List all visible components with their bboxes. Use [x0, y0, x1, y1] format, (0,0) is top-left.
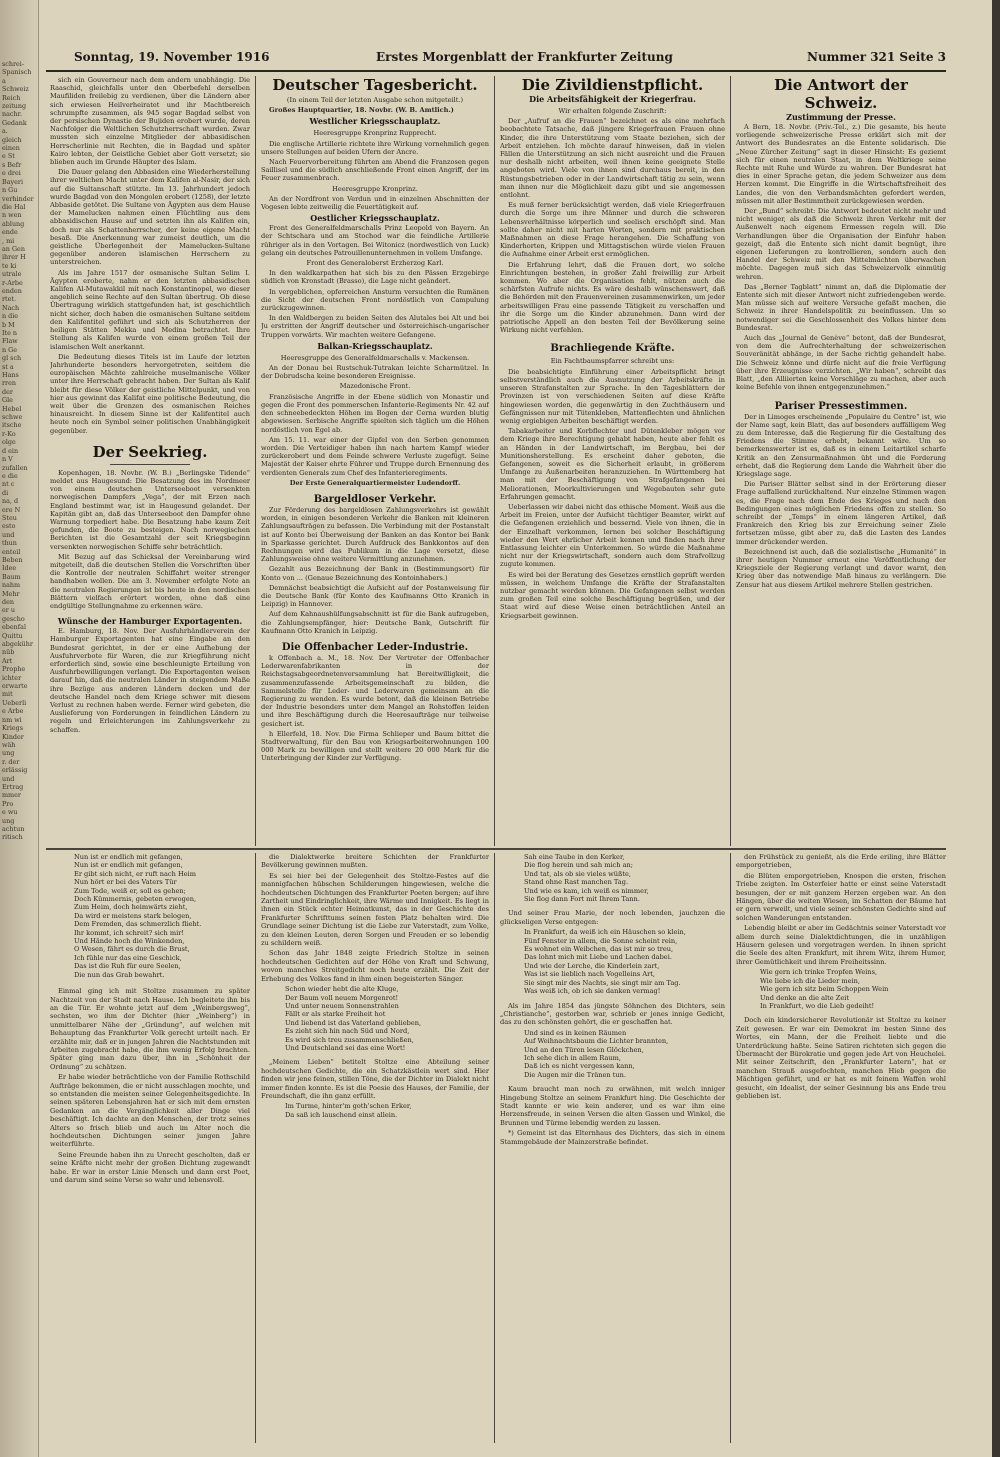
article-text: den Frühstück zu genießt, als die Erde eriling, ihre Blätter emporgetrieben,: [736, 853, 946, 870]
article-text: Doch ein kindersicherer Revolutionär ist Stoltze zu keiner Zeit gewesen. Er war ein Demokrat im besten Sinne des Wortes, ein Mann, der die Freiheit liebte und die Unterdrückung haßte. Seine Satiren richteten sich gegen die Übermacht der Bürokratie und gegen jede Art von Heuchelei. Mit seiner Zeitschrift, den „Frankfurter Latern“, hat er manchen Strauß ausgefochten, manchen Hieb gegen die Mächtigen geführt, und er hat es mit feinem Waffen wohl gesucht, ein Idealist, der seiner Gesinnung bis ans Ende treu geblieben ist.: [736, 1016, 946, 1100]
article-text: Die Dauer gelang den Abbasiden eine Wiederherstellung ihrer weltlichen Macht unter dem Kalifen al-Nasir, der sich auf die Sultanschaft stützte. Im 13. Jahrhundert jedoch wurde Bagdad von den Mongolen erobert (1258), der letzte Abbaside getötet. Die Sultane von Ägypten aus dem Hause der Mamelucken nahmen einen Flüchtling aus dem abbasidischen Hause auf und setzten ihn als Kalifen ein, doch nur als Schattenherrscher, der keine eigene Macht besaß. Die Anerkennung war zumeist deutlich, um die geistliche Überlegenheit der Mamelucken-Sultane gegenüber anderen islamischen Herrschern zu unterstreichen.: [50, 168, 250, 267]
feuilleton-col-3: [500, 853, 725, 1443]
column-3: [500, 76, 725, 846]
article-text: k Offenbach a. M., 18. Nov. Der Vertreter der Offenbacher Lederwarenfabrikanten in der Reichstagsabgeordnetenversammlung hat Bereitwilligkeit, die zusammenzufassende Arbeitsgemeinschaft zu bilden, die Sammelstelle für Leder- und Lederwaren gemeinsam an die Regierung zu wenden. Es wurde betont, daß die kleinen Betriebe der Industrie besonders unter dem Mangel an Rohstoffen leiden und ihre Beschäftigung durch die Heeresaufträge nur teilweise gesichert ist.: [261, 653, 489, 728]
heading-zivildienstpflicht: Die Zivildienstpflicht.: [521, 76, 704, 94]
article-text: In den Waldbergen zu beiden Seiten des Alutales bei Alt und bei Ju erstritten der Angriff deutscher und österreichisch-ungarischer Truppen vorwärts. Wir machten weitere Gefangene.: [261, 314, 489, 339]
heading-zustimmung: Zustimmung der Presse.: [786, 112, 896, 122]
article-text: Heeresgruppe des Generalfeldmarschalls v. Mackensen.: [280, 353, 470, 362]
article-text: Kaum braucht man noch zu erwähnen, mit welch inniger Hingebung Stoltze an seinem Frankfurt hing. Die Geschichte der Stadt kannte er wie kein anderer, und es war ihm eine Herzensfreude, in seinen Versen die alten Gassen und Winkel, die Brunnen und Türme lebendig werden zu lassen.: [500, 1085, 725, 1127]
article-text: Die Bedeutung dieses Titels ist im Laufe der letzten Jahrhunderte besonders hervorgetreten, seitdem die europäischen Mächte zahlreiche muselmanische Völker unter ihre Herrschaft gebracht haben. Der Sultan als Kalif bleibt für diese Völker der geistliche Mittelpunkt, und von hier aus gewinnt das Kalifat eine politische Bedeutung, die weit über die Grenzen des osmanischen Reiches hinausreicht. In diesem Sinne ist der Kalifentitel auch heute noch ein Symbol seiner politischen Unabhängigkeit gegenüber.: [50, 352, 250, 435]
article-text: die Dialektwerke breitere Schichten der Frankfurter Bevölkerung gewinnen mußten.: [261, 853, 489, 870]
article-text: Die englische Artillerie richtete ihre Wirkung vornehmlich gegen unsere Stellungen auf beiden Ufern der Ancre.: [261, 139, 489, 156]
tagesbericht-note: (In einem Teil der letzten Ausgabe schon mitgeteilt.): [286, 96, 464, 104]
left-margin-strip: [0, 0, 39, 1457]
page-edge-shadow: [992, 0, 1000, 1457]
article-text: Schon das Jahr 1848 zeigte Friedrich Stoltze in seinen hochdeutschen Gedichten auf der Höhe von Kraft und Schwung, wovon manches Streitgedicht noch heute erzählt. Die Zeit der Erhebung des Volkes fand in ihm einen begeisterten Sänger.: [261, 949, 489, 983]
article-text: Und seiner Frau Marie, der noch lebenden, jauchzen die glückseligen Verse entgegen:: [500, 909, 725, 926]
column-1: [50, 76, 250, 846]
article-text: In den waldkarpathen hat sich bis zu den Pässen Erzgebirge südlich von Kronstadt (Brasso), die Lage nicht geändert.: [261, 269, 489, 286]
article-text: Es sei hier bei der Gelegenheit des Stoltze-Festes auf die mannigfachen hübschen Schilderungen hingewiesen, welche die hochdeutschen Dichtungen des Frankfurter Poeten bergen; auf ihre Zartheit und Eindringlichkeit, ihre Wärme und Innigkeit. Es liegt in ihnen ein Stück echter Heimatkunst, das in der Geschichte des Frankfurter Schrifttums seinen festen Platz behalten wird. Die Grundlage seiner Dichtung ist die Liebe zur Vaterstadt, zum Volke, zu den kleinen Leuten, deren Sorgen und Freuden er so lebendig zu schildern weiß.: [261, 871, 489, 948]
article-text: Seine Freunde haben ihn zu Unrecht gescholten, daß er seine Kräfte nicht mehr der großen Dichtung zugewandt habe. Er war in erster Linie Mensch und dann erst Poet, und darum sind seine Verse so wahr und lebensvoll.: [50, 1150, 250, 1185]
feuilleton-col-2: [261, 853, 489, 1443]
heading-antwort-schweiz: Die Antwort der Schweiz.: [774, 76, 908, 112]
heading-wuensche: Wünsche der Hamburger Exportagenten.: [57, 616, 243, 627]
heading-bargeldloser-verkehr: Bargeldloser Verkehr.: [313, 493, 437, 505]
poem-text: Sah eine Taube in den Kerker, Die flog herein und sah mich an; Und tat, als ob sie vieles wüßte, Stand ohne Rast manchen Tag. Und wie es kam, ich weiß es nimmer, Sie flog dann Fort mit Ihrem Tann.: [500, 853, 725, 903]
article-text: Bezeichnend ist auch, daß die sozialistische „Humanité“ in ihrer heutigen Nummer erneut eine Veröffentlichung der Kriegsziele der Regierung verlangt und davor warnt, den Krieg über das notwendige Maß hinaus zu verlängern. Die Zensur hat aus diesem Artikel mehrere Stellen gestrichen.: [736, 547, 946, 589]
column-rule-1: [255, 76, 256, 846]
article-text: die Blüten emporgetrieben, Knospen die ersten, frischen Triebe zeigten. Im Osterfeier hatte er einst seine Vaterstadt besungen, der er mit ganzem Herzen ergeben war. An den Hängen, über die weiten Wiesen, im Schatten der Bäume hat er gern verweilt, und viele seiner schönsten Gedichte sind auf solchen Wanderungen entstanden.: [736, 871, 946, 922]
article-text: Nach Feuervorbereitung führten am Abend die Franzosen gegen Saillisel und die südlich anschließende Front einen Angriff, der im Feuer zusammenbrach.: [261, 158, 489, 183]
article-text: Die Pariser Blätter selbst sind in der Erörterung dieser Frage auffallend zurückhaltend. Nur einzelne Stimmen wagen es, die Frage nach dem Ende des Krieges und nach den Bedingungen eines möglichen Friedens offen zu stellen. So schreibt der „Temps“ in einem längeren Artikel, daß Frankreich den Krieg bis zur Erreichung seiner Ziele fortsetzen müsse, gibt aber zu, daß die Lasten des Landes immer drückender werden.: [736, 480, 946, 546]
heading-tagesbericht: Deutscher Tagesbericht.: [272, 76, 478, 94]
poem-line: Nun ist er endlich mit gefangen,: [74, 853, 183, 861]
article-text: Der „Aufruf an die Frauen“ bezeichnet es als eine mehrfach beobachtete Tatsache, daß jüngere Kriegerfrauen Frauen ohne Kinder, die ihre Unterstützung vom Staate beziehen, sich der Arbeit entziehen. Ich möchte darauf hinweisen, daß in vielen Fällen die Unterstützung an sich nicht ausreicht und die Frauen nur deshalb nicht arbeiten, weil ihnen keine geeignete Stelle angeboten wird. Viele von ihnen sind durchaus bereit, in den Rüstungsbetrieben oder in der Landwirtschaft tätig zu sein, wenn man ihnen nur die Möglichkeit dazu gibt und sie angemessen entlohnt.: [500, 117, 725, 200]
heading-heeresgruppe: Heeresgruppe Kronprinz Rupprecht.: [313, 129, 437, 138]
heading-arbeitsfaehigkeit: Die Arbeitsfähigkeit der Kriegerfrau.: [529, 94, 696, 104]
article-text: Front des Generalfeldmarschalls Prinz Leopold von Bayern. An der Schtschara und am Stochod war die feindliche Artillerie rühriger als in den Vortagen. Bei Witonicz (nordwestlich von Luck) gelang ein deutsches Patrouillenunternehmen in vollem Umfange.: [261, 224, 489, 257]
column-2: [261, 76, 489, 846]
article-text: *) Gemeint ist das Elternhaus des Dichters, das sich in einem Stammgebäude der Mainzerstraße befindet.: [500, 1129, 725, 1146]
tagesbericht-signature: Der Erste Generalquartiermeister Ludendorff.: [289, 478, 461, 487]
article-text: Das „Berner Tagblatt“ nimmt an, daß die Diplomatie der Entente sich mit dieser Antwort nicht zufriedengeben werde. Man müsse sich auf weitere Versuche gefaßt machen, die Schweiz in ihrer Handelspolitik zu beeinflussen. Um so notwendiger sei die Geschlossenheit des Volkes hinter dem Bundesrat.: [736, 282, 946, 332]
heading-balkan: Balkan-Kriegsschauplatz.: [317, 340, 433, 351]
article-text: Auf dem Kahnaushülfungsabschnitt ist für die Bank aufzugeben, die Zahlungsempfänger, hier: Deutsche Bank, Gutschrift für Kaufmann Otto Kranich in Leipzig.: [261, 610, 489, 635]
margin-fragment-text: schrei- Spanisch a Schweiz Reich zeitung nachr. Gedank a. gleich einen e St s Befr e drei Bayeri n Gu verhinder die Hal n wen ablung ende , mi an Gen ihrer H te ki utrale r-Arbe enden rtet. Nach n die b M Ite n Flaw n Ge gl sch st a Hans rren der Gle Hebel schwe itsche r-Ko olge d ein n V zufallen e die nt c di na, d ere N Steu esto und thun enteil Beben Idee Baum nahm Mehr den er u gescho ebenfal Quittu abgekühr nüb Art Prophe ichter erwarte mit Ueberli e Arbe nm wi Kriegs Kinder wäh ung r. der erlässig und Ertrag mmer Pro e wu ung achtun ritisch: [2, 60, 34, 842]
heading-offenbacher: Die Offenbacher Leder-Industrie.: [281, 641, 469, 653]
article-text: sich ein Gouverneur nach dem andern unabhängig. Die Raaschid, gleichfalls unter den Oberbefehl derselben Maufiliden freilebig zu verdienen, über die Ländern aber sich erwiesen Heilverheiratet und ihr Machtbereich schrumpfte zusammen, als 945 sogar Bagdad selbst von der persischen Dynastie der Bujiden erobert wurde, deren Nachfolger die Weltlichen Schutzherrschaft wurden. Zwar mussten sich einzelne Mitglieder der abbasidischen Herrscherlinie mit Rechten, die in Bagdad und später Kairo lebten, der Geistliche Gebiet aber Gott versetzt; sie blieben auch im Grunde Häupter des Islam.: [50, 76, 250, 167]
feuilleton-separator: [46, 848, 946, 850]
poem-text: In Frankfurt, da weiß ich ein Häuschen so klein, Fünf Fenster in allem, die Sonne scheint rein, Es wohnet ein Weibchen, das ist mir so treu, Das lohnt mich mit Liebe und Lachen dabei. Und wie der Lerche, die Kinderlein zart, Was ist sie lieblich nach Vogelleins Art, Sie singt mir des Nachts, sie singt mir am Tag. Was weiß ich, ob ich sie danken vermag!: [524, 928, 686, 996]
masthead-title: Erstes Morgenblatt der Frankfurter Zeitung: [376, 50, 673, 64]
article-text: A Bern, 18. Novbr. (Priv.-Tel., z.) Die gesamte, bis heute vorliegende schweizerische Presse erklärt sich mit der Antwort des Bundesrates an die Entente solidarisch. Die „Neue Zürcher Zeitung“ sagt in dieser Hinsicht: Es geziemt sich für einen neutralen Staat, in dem Weltkriege seine Rechte mit Ruhe und Würde zu wahren. Der Bundesrat hat dies in einer Sprache getan, die jedem Schweizer aus dem Herzen kommt. Die Eingriffe in die Wirtschaftsfreiheit des Landes, die von den Verbandsmächten gefordert werden, müssen mit aller Bestimmtheit zurückgewiesen werden.: [736, 123, 946, 205]
poem-text: Schon wieder hebt die alte Kluge, Der Baum voll neuem Morgenrot! Und unter neuem Sonnenstrahlen Fällt er als starke Freiheit hot Und liebend ist das Vaterland geblieben, Es zieht sich hin nach Süd und Nord, Es wird sich treu zusammenschließen, Und Deutschland sei das eine Wort!: [285, 985, 422, 1052]
column-rule-3: [730, 76, 731, 846]
article-text: Es wird bei der Beratung des Gesetzes ernstlich geprüft werden müssen, in welchem Umfange die Kräfte der Strafanstalten nutzbar gemacht werden können. Die Gefangenen selbst werden zum großen Teil eine solche Beschäftigung begrüßen, und der Staat wird auf diese Weise einen beträchtlichen Anteil an Kriegsarbeit gewinnen.: [500, 570, 725, 620]
heading-brachliegende-kraefte: Brachliegende Kräfte.: [550, 343, 675, 355]
heading-kronprinz: Heeresgruppe Kronprinz.: [332, 184, 418, 193]
zivildienst-intro: Wir erhalten folgende Zuschrift:: [558, 107, 667, 115]
article-text: Lebendig bleibt er aber im Gedächtnis seiner Vaterstadt vor allem durch seine Dialektdichtungen, die in unzähligen Häusern gelesen und vorgetragen werden. In ihnen spricht die Seele des alten Frankfurt, mit ihrem Witz, ihrem Humor, ihrer Gemütlichkeit und ihrem Freiheitssinn.: [736, 924, 946, 966]
article-text: Es muß ferner berücksichtigt werden, daß viele Kriegerfrauen durch die Sorge um ihre Männer und durch die schweren Lebensverhältnisse körperlich und seelisch erschöpft sind. Man sollte daher nicht mit harten Worten, sondern mit praktischen Maßnahmen an diese Frage herangehen. Die Schaffung von Kinderhorten, Krippen und Mittagstischen würde vielen Frauen die Aufnahme einer Arbeit erst ermöglichen.: [500, 201, 725, 259]
poem-text: Wie gern ich trinke Tropfen Weins, Wie liebe ich die Lieder mein, Wie gern ich sitz beim Schoppen Wein Und denke an die alte Zeit In Frankfurt, wo die Lieb gedeiht!: [760, 968, 889, 1010]
article-text: In vergeblichen, opferreichen Ansturm versuchten die Rumänen die Sicht der deutschen Front nordöstlich von Campulung zurückzugewinnen.: [261, 287, 489, 313]
article-text: Als im Jahre 1854 das jüngste Söhnchen des Dichters, sein „Christianche“, gestorben war, schrieb er jenes innige Gedicht, das zu den schönsten gehört, die er geschaffen hat.: [500, 1001, 725, 1027]
article-text: Französische Angriffe in der Ebene südlich von Monastir und gegen die Front des pommerschen Infanterie-Regiments Nr. 42 auf den schneebedeckten Höhen im Bogen der Cerna wurden blutig abgewiesen. Serbische Angriffe spielten sich täglich um die Höhen nordöstlich von Egel ab.: [261, 392, 489, 434]
poem-line: Sah eine Taube in den Kerker,: [524, 853, 625, 861]
column-4: [736, 76, 946, 846]
article-text: Die beabsichtigte Einführung einer Arbeitspflicht bringt selbstverständlich auch die Ausnutzung der Arbeitskräfte in unseren Strafanstalten zur Sprache. In den Tagesblättern der Provinzen ist von verschiedenen Seiten auf diese Kräfte hingewiesen worden, die gegenwärtig in den Zuchthäusern und Gefängnissen nur mit Tütenkleben, Mattenflechten und ähnlichen wenig ergiebigen Arbeiten beschäftigt werden.: [500, 367, 725, 425]
article-text: Demnächst beabsichtigt die Aufsicht auf der Postanweisung für die Deutsche Bank (für Konto des Kaufmanns Otto Kranich in Leipzig) in Hannover.: [261, 583, 489, 609]
article-text: Kopenhagen, 18. Novbr. (W. B.) „Berlingske Tidende“ meldet aus Haugesund: Die Besatzung des im Nordmeer von einem deutschen Unterseeboot versenkten norwegischen Dampfers „Vega“, der mit Erzen nach England bestimmt war, ist in Haugesund gelandet. Der Kapitän gibt an, daß das Unterseeboot den Dampfer ohne Warnung torpediert habe. Die Besatzung habe kaum Zeit gefunden, die Boote zu besteigen. Nach norwegischen Berichten ist die Gesamtzahl der seit Kriegsbeginn versenkten norwegischen Schiffe sehr beträchtlich.: [50, 468, 250, 551]
article-text: Mazedonische Front.: [339, 382, 411, 391]
article-text: An der Donau bei Rustschuk-Tutrakan leichte Scharmützel. In der Dobrudscha keine besonderen Ereignisse.: [261, 364, 489, 381]
masthead-date: Sonntag, 19. November 1916: [74, 50, 270, 64]
article-text: h Ellerfeld, 18. Nov. Die Firma Schlieper und Baum bittet die Stadtverwaltung, für den Bau von Kriegsarbeiterwohnungen 100 000 Mark zu bewilligen und stellt weitere 20 000 Mark für die Unterbringung der Kinder zur Verfügung.: [261, 729, 489, 763]
article-text: Gezahlt aus Bezeichnung der Bank in (Bestimmungsort) für Konto von ... (Genaue Bezeichnung des Kontoinhabers.): [261, 565, 489, 582]
poem-text: Und sind es in keinen Räumen Auf Weihnachtsbaum die Lichter brannten, Und an den Türen lesen Glöckchen, Ich sehe dich in allem Raum, Daß ich es nicht vergessen kann, Die Augen mir die Tränen tun.: [524, 1028, 669, 1079]
article-text: Zur Förderung des bargeldlosen Zahlungsverkehrs ist gewählt worden, in einigen besonderen Verkehr die Banken mit kleineren Zahlungsaufträgen zu befassen. Die Verbindung mit der Postanstalt ist auf Konto bei Überweisung der Banken an das Kontor bei Bank in Sparkasse gerichtet. Durch Aufdruck des Bankkontos auf den Rechnungen wird das Publikum in die Lage versetzt, diese Zahlungsweise ohne weitere Vermittlung anzunehmen.: [261, 505, 489, 564]
article-text: Front des Generaloberst Erzherzog Karl.: [306, 259, 444, 268]
article-text: Der „Bund“ schreibt: Die Antwort bedeutet nicht mehr und nicht weniger, als daß die Schweiz ihren Verkehr mit der Außenwelt nach eigenem Ermessen regeln will. Die Verhandlungen über die Organisation der Einfuhr haben gezeigt, daß die Entente sich nicht damit begnügt, ihre eigenen Lieferungen zu kontrollieren, sondern auch den Handel der Schweiz mit den Mittelmächten überwachen möchte. Dagegen muß sich das Schweizervolk einmütig wehren.: [736, 207, 946, 281]
masthead-page-number: Nummer 321 Seite 3: [806, 50, 946, 64]
article-text: An der Nordfront von Verdun und in einzelnen Abschnitten der Vogesen lebte zeitweilig die Feuertätigkeit auf.: [261, 194, 489, 212]
article-text: Einmal ging ich mit Stoltze zusammen zu später Nachtzeit von der Stadt nach Hause. Ich begleitete ihn bis an die Tür. Er wohnte jetzt auf dem „Weinbergsweg“, sechsten, wo ihm der Dichter (hier „Weinberg“) in unmittelbarer Nähe der „Gründung“, auf welchen mit Behauptung das Frankfurter Volk gerecht urteilt nach. Er erzählte mir, daß er in jungen Jahren die Nachtstunden mit Arbeiten zugebracht habe, die ihm wenig Erfolg brachten. Später ging man dazu über, ihn in „Schönheit der Ordnung“ zu schätzen.: [50, 987, 250, 1071]
poem-text: Nun ist er endlich mit gefangen, Nun ist er endlich mit gefangen, Er gibt sich nicht, er ruft nach Heim Nun hört er bei des Vaters Tür Zum Tode, weiß er, soll es gehen; Doch Kümmernis, gebeten erwogen, Zum Heim, doch heimwärts zieht, Da wird er meistens stark belogen, Dem Fremden, das schmerzlich flieht. Ihr kommt, ich schreit? sich mir! Und Hände hoch die Winkenden, O Wesen, fährt es durch die Brust, Ich fühle nur das eine Geschick, Das ist die Ruh für eure Seelen, Die nun das Grab bewahrt.: [50, 853, 250, 979]
article-text: Als im Jahre 1517 der osmanische Sultan Selim I. Ägypten eroberte, nahm er den letzten abbasidischen Kalifen Al-Mutawakkil mit nach Konstantinopel, wo dieser angeblich seine Rechte auf den Sultan übertrug. Ob diese Übertragung wirklich stattgefunden hat, ist geschichtlich nicht sicher, doch haben die osmanischen Sultane seitdem den Kalifentitel geführt und sich als Schutzherren der heiligen Stätten Mekka und Medina betrachtet. Ihre Stellung als Kalifen wurde von einem großen Teil der islamischen Welt anerkannt.: [50, 268, 250, 351]
article-text: „Meinem Lieben“ betitelt Stoltze eine Abteilung seiner hochdeutschen Gedichte, die ein Schatzkästlein wert sind. Hier finden wir jene feinen, stillen Töne, die der Dichter im Dialekt nicht immer finden konnte. Es ist die Poesie des Hauses, der Familie, der Freundschaft, die ihn ganz erfüllt.: [261, 1058, 489, 1100]
tagesbericht-intro: Großes Hauptquartier, 18. Novbr. (W. B. Amtlich.): [269, 106, 454, 115]
column-rule-2: [494, 76, 495, 846]
lower-rule-2: [494, 853, 495, 1443]
article-text: Auch das „Journal de Genève“ betont, daß der Bundesrat, von dem die Aufrechterhaltung der schweizerischen Souveränität abhänge, in der Sache richtig gehandelt habe. Die Schweiz könne und dürfe nicht auf die freie Verfügung über ihre Erzeugnisse verzichten. „Wir haben“, schreibt das Blatt, „den Alliierten keine Vorschläge zu machen, aber auch keine Befehle von ihnen entgegenzunehmen.“: [736, 334, 946, 392]
article-text: Tabakarbeiter und Korbflechter und Dütenkleber mögen vor dem Kriege ihre Berechtigung gehabt haben, heute aber fehlt es an Händen in der Landwirtschaft, im Bergbau, bei der Munitionsherstellung. Es erscheint daher geboten, die Gefangenen, soweit es die Sicherheit erlaubt, in größerem Umfange zu Außenarbeiten heranzuziehen. In Württemberg hat man mit der Beschäftigung von Strafgefangenen bei Meliorationen, Moorkultivierungen und Wegebauten sehr gute Erfahrungen gemacht.: [500, 427, 725, 501]
lower-rule-1: [255, 853, 256, 1443]
lower-rule-3: [730, 853, 731, 1443]
brach-intro: Ein Fachtbaumspfarrer schreibt uns:: [550, 357, 675, 366]
heading-seekrieg: Der Seekrieg.: [92, 442, 208, 461]
feuilleton-col-4: [736, 853, 946, 1443]
article-text: Ueberlassen wir dabei nicht das ethische Moment. Weiß aus die Arbeit im Freien, unter der Aufsicht tüchtiger Beamter, wirkt auf die Gefangenen erziehlich und bessernd. Viele von ihnen, die in der Einzelhaft verkommen, lernen bei solcher Beschäftigung wieder den Wert ehrlicher Arbeit kennen und finden nach ihrer Entlassung leichter ein Unterkommen. So würde die Maßnahme nicht nur der Kriegswirtschaft, sondern auch dem Strafvollzug zugute kommen.: [500, 502, 725, 569]
article-text: Er habe wieder beträchtliche von der Familie Rothschild Aufträge bekommen, die er nicht ausschlagen mochte, und so entstanden die meisten seiner Gelegenheitsgedichte. In seinen späteren Lebensjahren hat er sich mit dem ernsten Gedanken an die Vergänglichkeit aller Dinge viel beschäftigt. Ich dachte an den Menschen, der trotz seines Alters so frisch blieb und auch im Alter noch die hochdeutschen Dichtungen seiner jungen Jahre weiterführte.: [50, 1073, 250, 1149]
article-text: E. Hamburg, 18. Nov. Der Ausfuhrhändlerverein der Hamburger Exportagenten hat eine Eingabe an den Bundesrat gerichtet, in der er eine Aufhebung der Ausfuhrverbote für Waren, die zur Kriegführung nicht erforderlich sind, sowie eine beschleunigte Erteilung von Ausfuhrbewilligungen verlangt. Die Exportagenten weisen darauf hin, daß die neutralen Länder in steigendem Maße ihre Bezüge aus anderen Ländern decken und der deutsche Handel nach dem Kriege schwer mit diesem Verlust zu rechnen haben werde. Ferner wird gebeten, die Auslieferung von Forderungen in feindlichen Ländern zu regeln und Erleichterungen im Zahlungsverkehr zu schaffen.: [50, 627, 250, 734]
article-text: Am 15. 11. war einer der Gipfel von den Serben genommen worden. Die Verteidiger haben ihn nach hartem Kampf wieder zurückerobert und dem Feinde schwere Verluste zugefügt. Seine Majestät der Kaiser ehrte Führer und Truppe durch Ernennung des verdienten Generals zum Chef des Infanterieregiments.: [261, 435, 489, 477]
article-text: Mit Bezug auf das Schicksal der Vereinbarung wird mitgeteilt, daß die deutschen Stellen die Vorschriften über die Kontrolle der neutralen Schiffahrt weiter strenger handhaben wollen. Die am 3. November erfolgte Note an die neutralen Regierungen ist bis heute in den nordischen Blättern vielfach erörtert worden, ohne daß eine endgültige Stellungnahme zu erkennen wäre.: [50, 552, 250, 610]
feuilleton-col-1: [50, 853, 250, 1443]
heading-oestlicher: Oestlicher Kriegsschauplatz.: [310, 213, 440, 224]
masthead: [46, 48, 946, 72]
heading-pariser-pressestimmen: Pariser Pressestimmen.: [774, 400, 908, 412]
article-text: Der in Limoges erscheinende „Populaire du Centre“ ist, wie der Name sagt, kein Blatt, das auf besonders auffälligem Weg zu dem Interesse, daß die Regierung für die Gestaltung des Friedens die Stimme erhebt, bekannt wäre. Um so bemerkenswerter ist es, daß es in einem Leitartikel scharfe Kritik an den Zensurmaßnahmen übt und die Forderung erhebt, daß die Regierung dem Lande die Wahrheit über die Kriegslage sage.: [736, 412, 946, 478]
poem-text: Im Turme, hinter'm goth'schen Erker, Da saß ich lauschend einst allein.: [285, 1102, 412, 1119]
article-text: Die Erfahrung lehrt, daß die Frauen dort, wo solche Einrichtungen bestehen, in großer Zahl freiwillig zur Arbeit kommen. Wo aber die Organisation fehlt, nützen auch die schärfsten Aufrufe nichts. Es wäre deshalb wünschenswert, daß die Behörden mit den Frauenvereinen zusammenwirken, um jeder arbeitswilligen Frau eine passende Tätigkeit zu verschaffen und ihr die Sorge um die Kinder abzunehmen. Dann wird der patriotische Appell an den besten Teil der Bevölkerung seine Wirkung nicht verfehlen.: [500, 260, 725, 335]
heading-westlicher: Westlicher Kriegsschauplatz.: [309, 116, 441, 127]
